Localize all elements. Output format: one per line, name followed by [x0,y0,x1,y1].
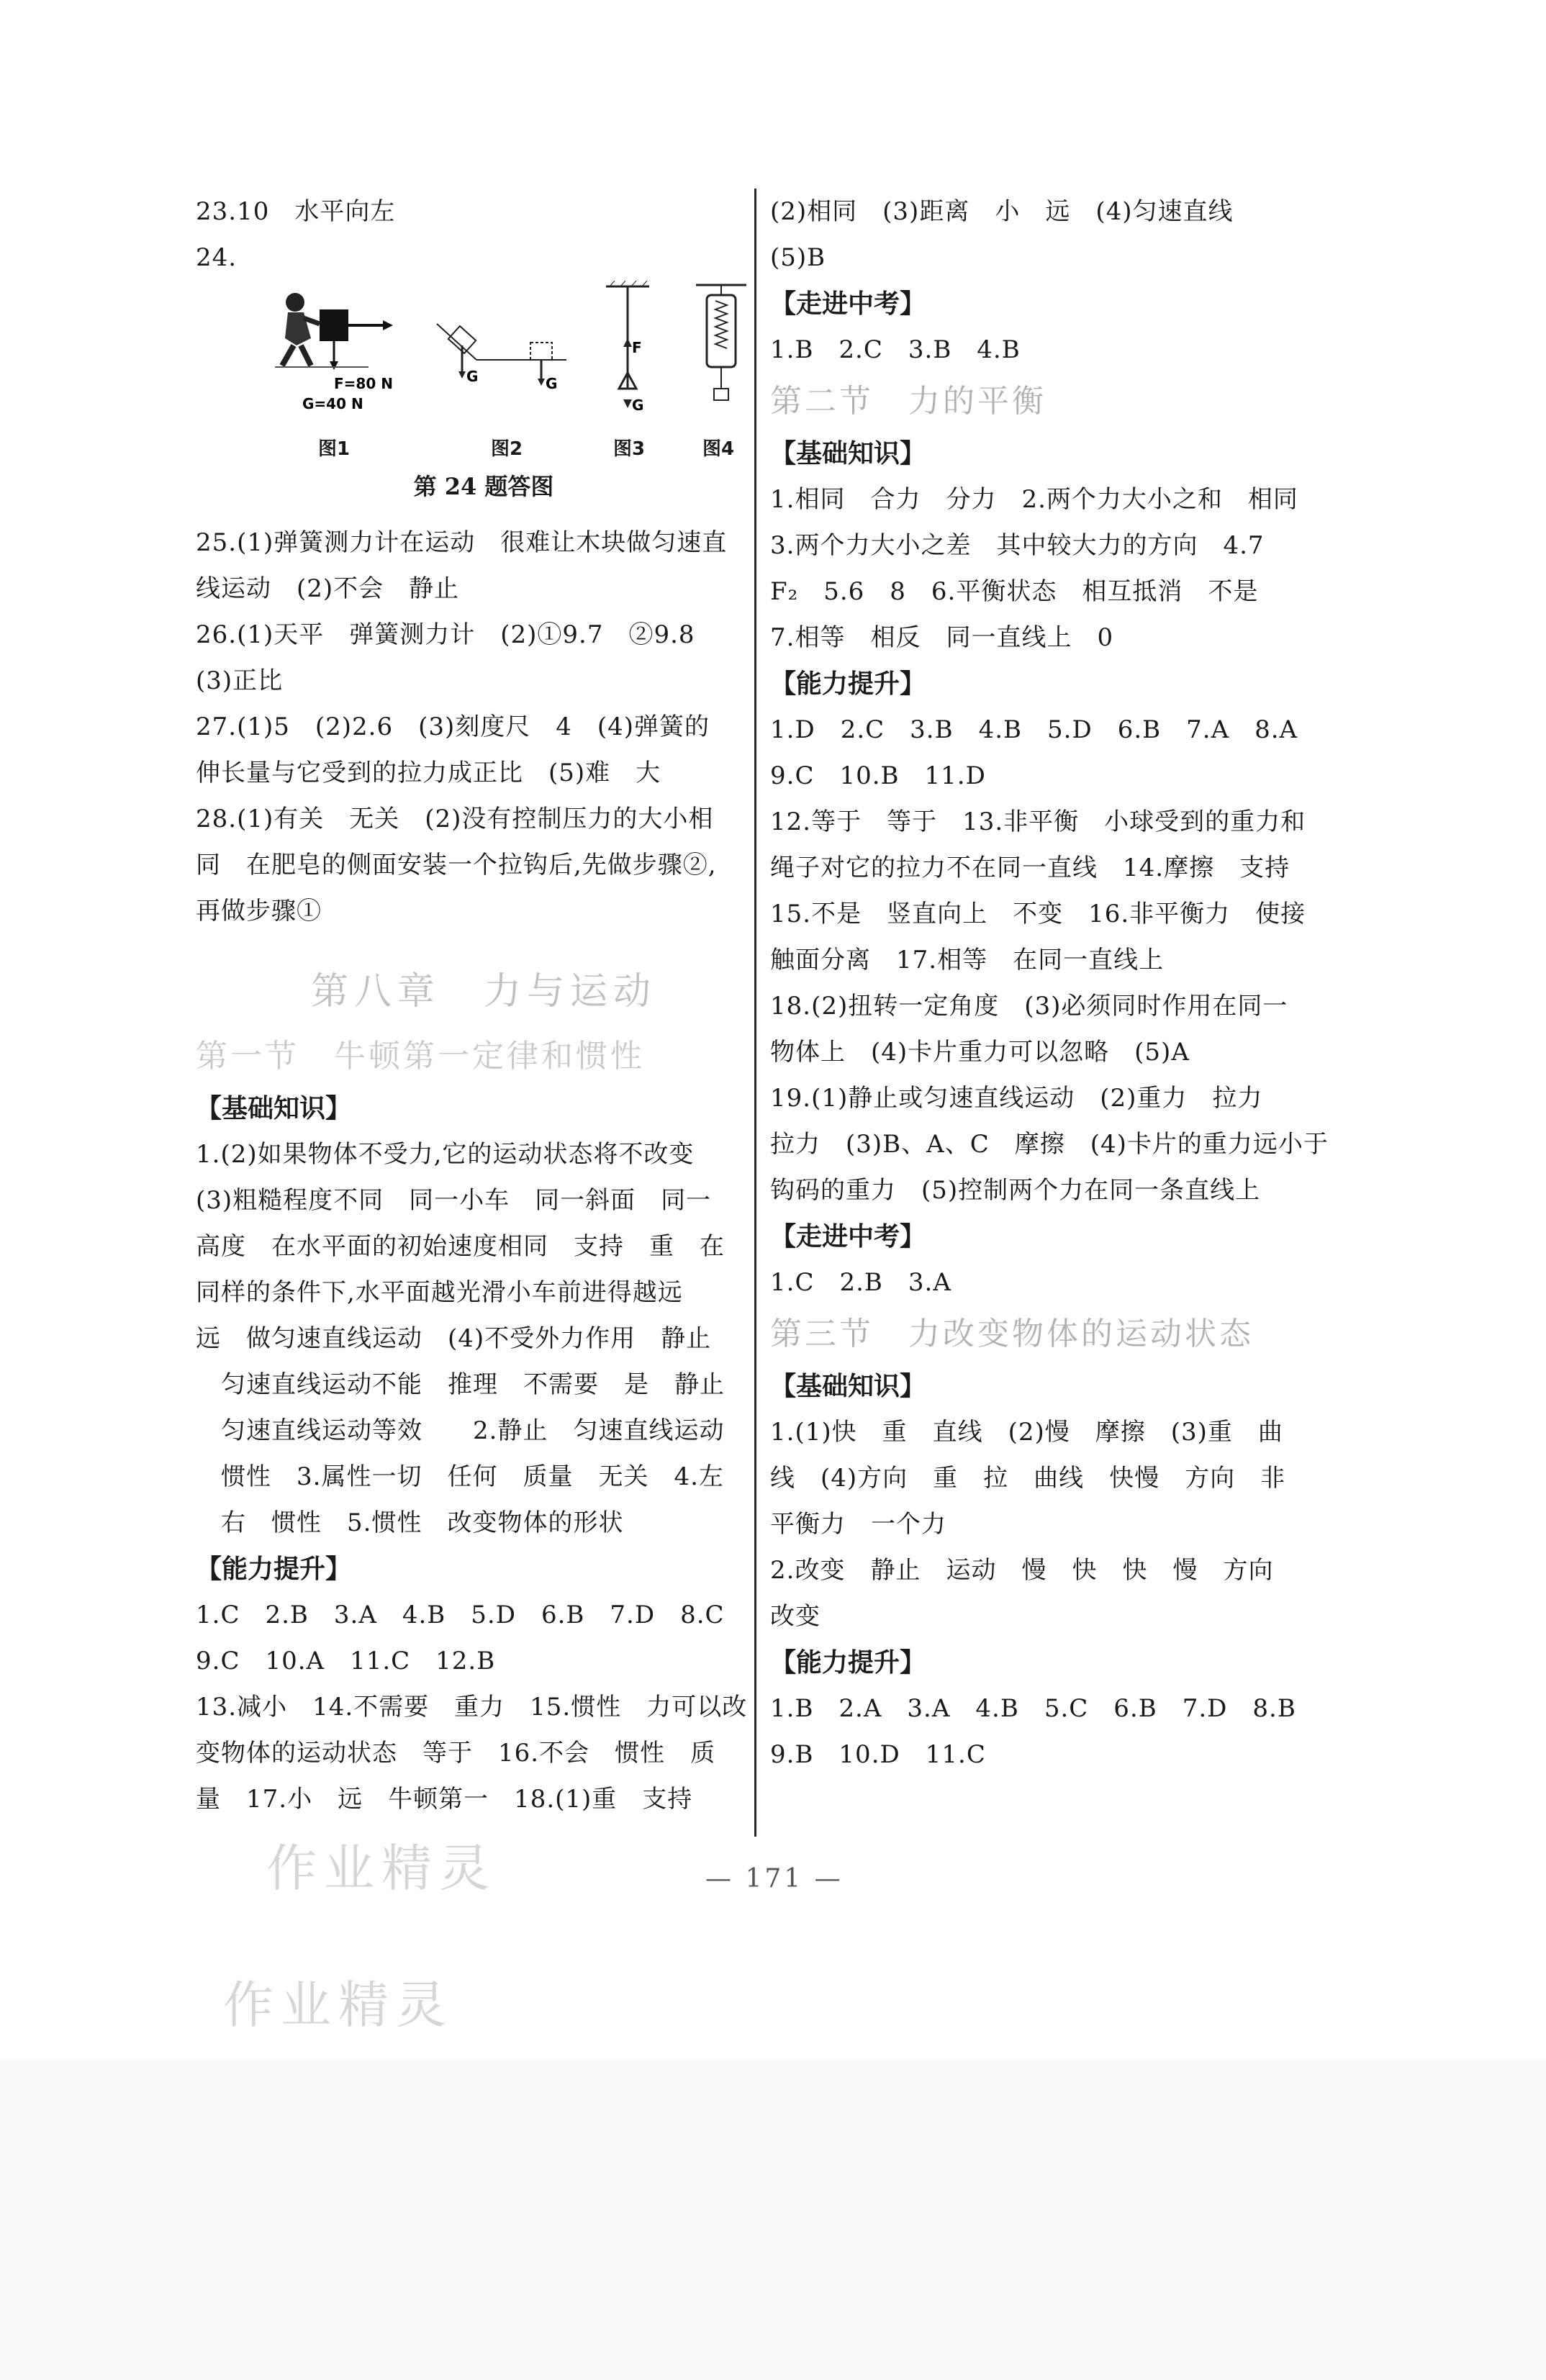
figure-caption: 第 24 题答图 [413,473,554,500]
right-column [770,189,1346,1778]
answer-line: 钩码的重力 (5)控制两个力在同一条直线上 [770,1176,1261,1205]
answer-27-b: 伸长量与它受到的拉力成正比 (5)难 大 [196,759,661,787]
basic-line: 远 做匀速直线运动 (4)不受外力作用 静止 [196,1324,712,1353]
f-symbol: F [632,339,642,356]
answer-line: 3.两个力大小之差 其中较大力的方向 4.7 [770,531,1265,560]
answer-line: 1.D 2.C 3.B 4.B 5.D 6.B 7.A 8.A [770,715,1298,744]
ability-line: 13.减小 14.不需要 重力 15.惯性 力可以改 [196,1693,748,1721]
answer-26-b: (3)正比 [196,666,284,695]
watermark: 作业精灵 [223,1976,453,2035]
ability-line: 9.C 10.A 11.C 12.B [196,1647,496,1675]
answer-line: 2.改变 静止 运动 慢 快 快 慢 方向 [770,1556,1274,1585]
answer-line: 18.(2)扭转一定角度 (3)必须同时作用在同一 [770,992,1288,1021]
answer-line: (2)相同 (3)距离 小 远 (4)匀速直线 [770,197,1234,226]
answer-line: 7.相等 相反 同一直线上 0 [770,623,1114,652]
g-symbol-2: G [546,375,558,392]
answer-26-a: 26.(1)天平 弹簧测力计 (2)①9.7 ②9.8 [196,620,695,649]
g-symbol-3: G [632,397,644,414]
answer-line: 19.(1)静止或匀速直线运动 (2)重力 拉力 [770,1084,1263,1113]
heading-ability: 【能力提升】 [770,669,926,699]
basic-line: 同样的条件下,水平面越光滑小车前进得越远 [196,1278,683,1307]
basic-line: 高度 在水平面的初始速度相同 支持 重 在 [196,1232,725,1261]
answer-line: 9.C 10.B 11.D [770,761,986,790]
ability-line: 1.C 2.B 3.A 4.B 5.D 6.B 7.D 8.C [196,1601,725,1629]
heading-ability: 【能力提升】 [770,1647,926,1678]
figure-3-label: 图3 [613,438,646,460]
answer-line: 拉力 (3)B、A、C 摩擦 (4)卡片的重力远小于 [770,1130,1329,1159]
answer-line: 1.C 2.B 3.A [770,1268,951,1297]
answer-line: 触面分离 17.相等 在同一直线上 [770,946,1165,974]
answer-28-a: 28.(1)有关 无关 (2)没有控制压力的大小相 [196,805,714,833]
basic-line: 惯性 3.属性一切 任何 质量 无关 4.左 [196,1462,724,1491]
spring-scale-diagram [685,281,757,425]
answer-28-b: 同 在肥皂的侧面安装一个拉钩后,先做步骤②, [196,851,717,879]
answer-28-c: 再做步骤① [196,897,322,926]
watermark: 作业精灵 [266,1839,497,1898]
answer-line: (5)B [770,243,826,272]
heading-ability: 【能力提升】 [196,1554,352,1584]
basic-line: 匀速直线运动不能 推理 不需要 是 静止 [196,1370,725,1399]
answer-line: 1.B 2.C 3.B 4.B [770,335,1021,364]
section-1-title: 第一节 牛顿第一定律和惯性 [196,1038,645,1074]
answer-line: 1.(1)快 重 直线 (2)慢 摩擦 (3)重 曲 [770,1418,1283,1447]
answer-line: 9.B 10.D 11.C [770,1740,986,1769]
figure-1 [275,281,397,461]
answer-line: 物体上 (4)卡片重力可以忽略 (5)A [770,1038,1190,1067]
heading-exam: 【走进中考】 [770,1221,926,1252]
bottom-blank-area [0,2058,1546,2380]
figure-4 [685,281,757,461]
answer-25-b: 线运动 (2)不会 静止 [196,574,460,603]
person-pushing-box-diagram [275,281,397,425]
figure-2 [433,281,570,461]
answer-line: 平衡力 一个力 [770,1510,946,1539]
ability-line: 量 17.小 远 牛顿第一 18.(1)重 支持 [196,1785,693,1814]
ability-line: 变物体的运动状态 等于 16.不会 惯性 质 [196,1739,716,1768]
heading-basic-knowledge: 【基础知识】 [770,1371,926,1401]
answer-line: 绳子对它的拉力不在同一直线 14.摩擦 支持 [770,854,1290,882]
figure-2-label: 图2 [491,438,523,460]
figure-1-label: 图1 [318,438,351,460]
figure-24-row [196,281,772,461]
basic-line: 匀速直线运动等效 2.静止 匀速直线运动 [196,1416,725,1445]
answer-line: 1.B 2.A 3.A 4.B 5.C 6.B 7.D 8.B [770,1694,1296,1723]
section-2-title: 第二节 力的平衡 [770,383,1047,420]
heading-basic-knowledge: 【基础知识】 [196,1093,352,1123]
left-column [196,189,772,1822]
basic-line: 右 惯性 5.惯性 改变物体的形状 [196,1508,624,1537]
figure-4-label: 图4 [702,438,735,460]
chapter-title: 第八章 力与运动 [310,970,656,1013]
g-symbol-1: G [466,368,479,385]
page-number: — 171 — [705,1864,844,1893]
figure-3 [599,281,664,461]
answer-25-a: 25.(1)弹簧测力计在运动 很难让木块做匀速直 [196,528,728,557]
answer-line: 线 (4)方向 重 拉 曲线 快慢 方向 非 [770,1464,1286,1493]
answer-27-a: 27.(1)5 (2)2.6 (3)刻度尺 4 (4)弹簧的 [196,712,710,741]
basic-line: 1.(2)如果物体不受力,它的运动状态将不改变 [196,1140,695,1169]
heading-exam: 【走进中考】 [770,289,926,319]
answer-line: 1.相同 合力 分力 2.两个力大小之和 相同 [770,485,1298,514]
answer-23: 23.10 水平向左 [196,197,396,226]
answer-line: F₂ 5.6 8 6.平衡状态 相互抵消 不是 [770,577,1259,606]
heading-basic-knowledge: 【基础知识】 [770,438,926,469]
force-f-label: F=80 N [334,375,393,392]
answer-line: 改变 [770,1602,821,1631]
incline-block-diagram [433,281,570,425]
answer-24: 24. [196,243,238,272]
basic-line: (3)粗糙程度不同 同一小车 同一斜面 同一 [196,1186,712,1215]
section-3-title: 第三节 力改变物体的运动状态 [770,1316,1254,1352]
answer-line: 15.不是 竖直向上 不变 16.非平衡力 使接 [770,900,1306,928]
hanging-ball-diagram [599,281,664,425]
force-g-label: G=40 N [302,395,363,412]
answer-line: 12.等于 等于 13.非平衡 小球受到的重力和 [770,807,1306,836]
